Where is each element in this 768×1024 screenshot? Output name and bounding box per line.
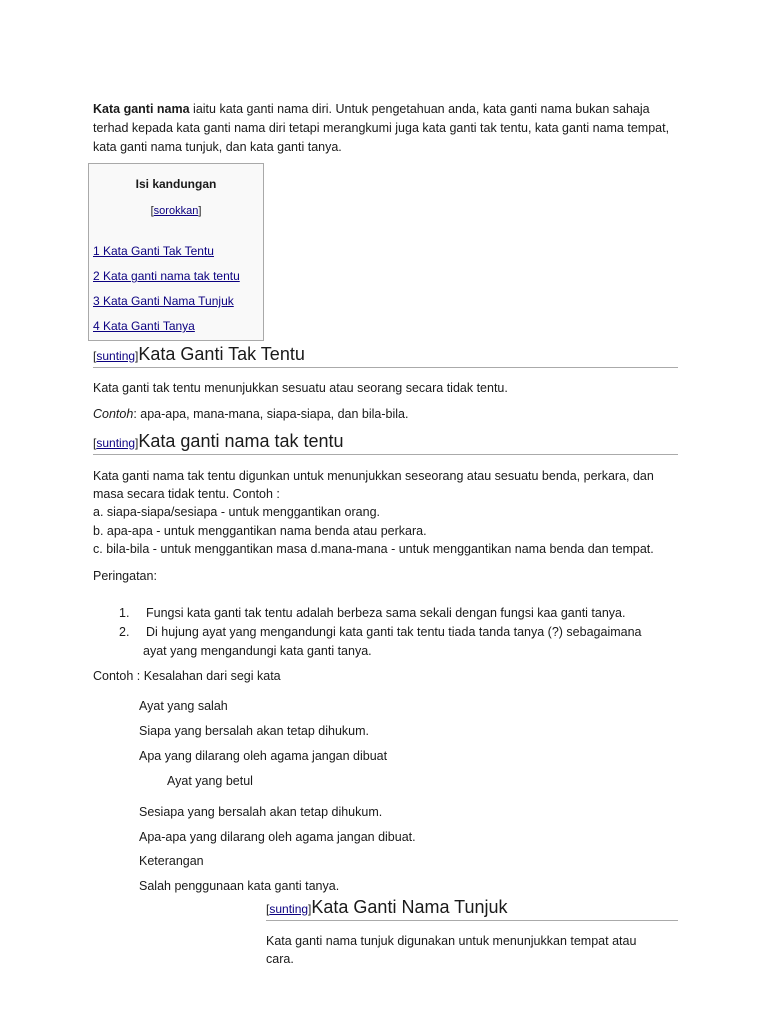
section-2-line-2: masa secara tidak tentu. Contoh : [93,487,280,501]
toc-item-1[interactable]: 1 Kata Ganti Tak Tentu [93,244,214,258]
intro-text: iaitu kata ganti nama diri. Untuk pengetahuan anda, kata ganti nama bukan sahaja terhad kepada kata ganti nama diri tetapi merangkumi juga kata ganti tak tentu, kata ganti nama tempat, kata ganti nama tunjuk, dan kata ganti tanya. [93,102,670,154]
section-title-3: Kata Ganti Nama Tunjuk [311,897,508,917]
section-2-line-3: a. siapa-siapa/sesiapa - untuk menggantikan orang. [93,505,380,519]
section-divider-2 [93,454,678,455]
toc-hide-toggle: [sorokkan] [150,205,202,217]
list-item-continuation: ayat yang mengandungi kata ganti tanya. [143,644,372,658]
toc-hide-link[interactable]: sorokkan [153,205,199,217]
section-heading-3 [266,896,508,920]
toc-item-2[interactable]: 2 Kata ganti nama tak tentu [93,269,240,283]
edit-link-3[interactable]: [sunting] [266,902,312,916]
right-label: Ayat yang betul [167,774,253,788]
intro-bold-term: Kata ganti nama [93,102,190,116]
section-3-line-1: Kata ganti nama tunjuk digunakan untuk menunjukkan tempat atau [266,934,637,948]
wrong-sentence: Siapa yang bersalah akan tetap dihukum. [139,724,370,738]
section-1-example: Contoh: apa-apa, mana-mana, siapa-siapa, dan bila-bila. [93,407,409,421]
section-3-line-2: cara. [266,952,294,966]
example-heading: Contoh : Kesalahan dari segi kata [93,669,281,683]
toc-item-3[interactable]: 3 Kata Ganti Nama Tunjuk [93,294,234,308]
section-title-1: Kata Ganti Tak Tentu [138,344,305,364]
list-item: 1. Fungsi kata ganti tak tentu adalah berbeza sama sekali dengan fungsi kaa ganti tanya. [119,606,626,620]
note-label: Keterangan [139,854,204,868]
section-title-2: Kata ganti nama tak tentu [138,431,344,451]
section-2-line-1: Kata ganti nama tak tentu digunkan untuk menunjukkan seseorang atau sesuatu benda, perkara, dan [93,469,654,483]
wrong-label: Ayat yang salah [139,699,228,713]
edit-link-1[interactable]: [sunting] [93,349,139,363]
toc-title: Isi kandungan [135,177,217,191]
section-2-line-5: c. bila-bila - untuk menggantikan masa d.mana-mana - untuk menggantikan nama benda dan tempat. [93,542,654,556]
section-2-line-4: b. apa-apa - untuk menggantikan nama benda atau perkara. [93,524,427,538]
right-sentence: Apa-apa yang dilarang oleh agama jangan dibuat. [139,830,416,844]
edit-link-2[interactable]: [sunting] [93,436,139,450]
section-divider-1 [93,367,678,368]
list-item: 2. Di hujung ayat yang mengandungi kata ganti tak tentu tiada tanda tanya (?) sebagaimana [119,625,642,639]
section-1-paragraph: Kata ganti tak tentu menunjukkan sesuatu atau seorang secara tidak tentu. [93,381,508,395]
section-divider-3 [266,920,678,921]
intro-paragraph [93,100,683,157]
warning-label: Peringatan: [93,569,157,583]
example-label: Contoh [93,407,134,421]
right-sentence: Sesiapa yang bersalah akan tetap dihukum. [139,805,383,819]
wrong-sentence: Apa yang dilarang oleh agama jangan dibuat [139,749,388,763]
table-of-contents [88,163,264,341]
section-heading-2 [93,430,344,454]
note-text: Salah penggunaan kata ganti tanya. [139,879,340,893]
section-heading-1 [93,343,305,367]
toc-item-4[interactable]: 4 Kata Ganti Tanya [93,319,195,333]
